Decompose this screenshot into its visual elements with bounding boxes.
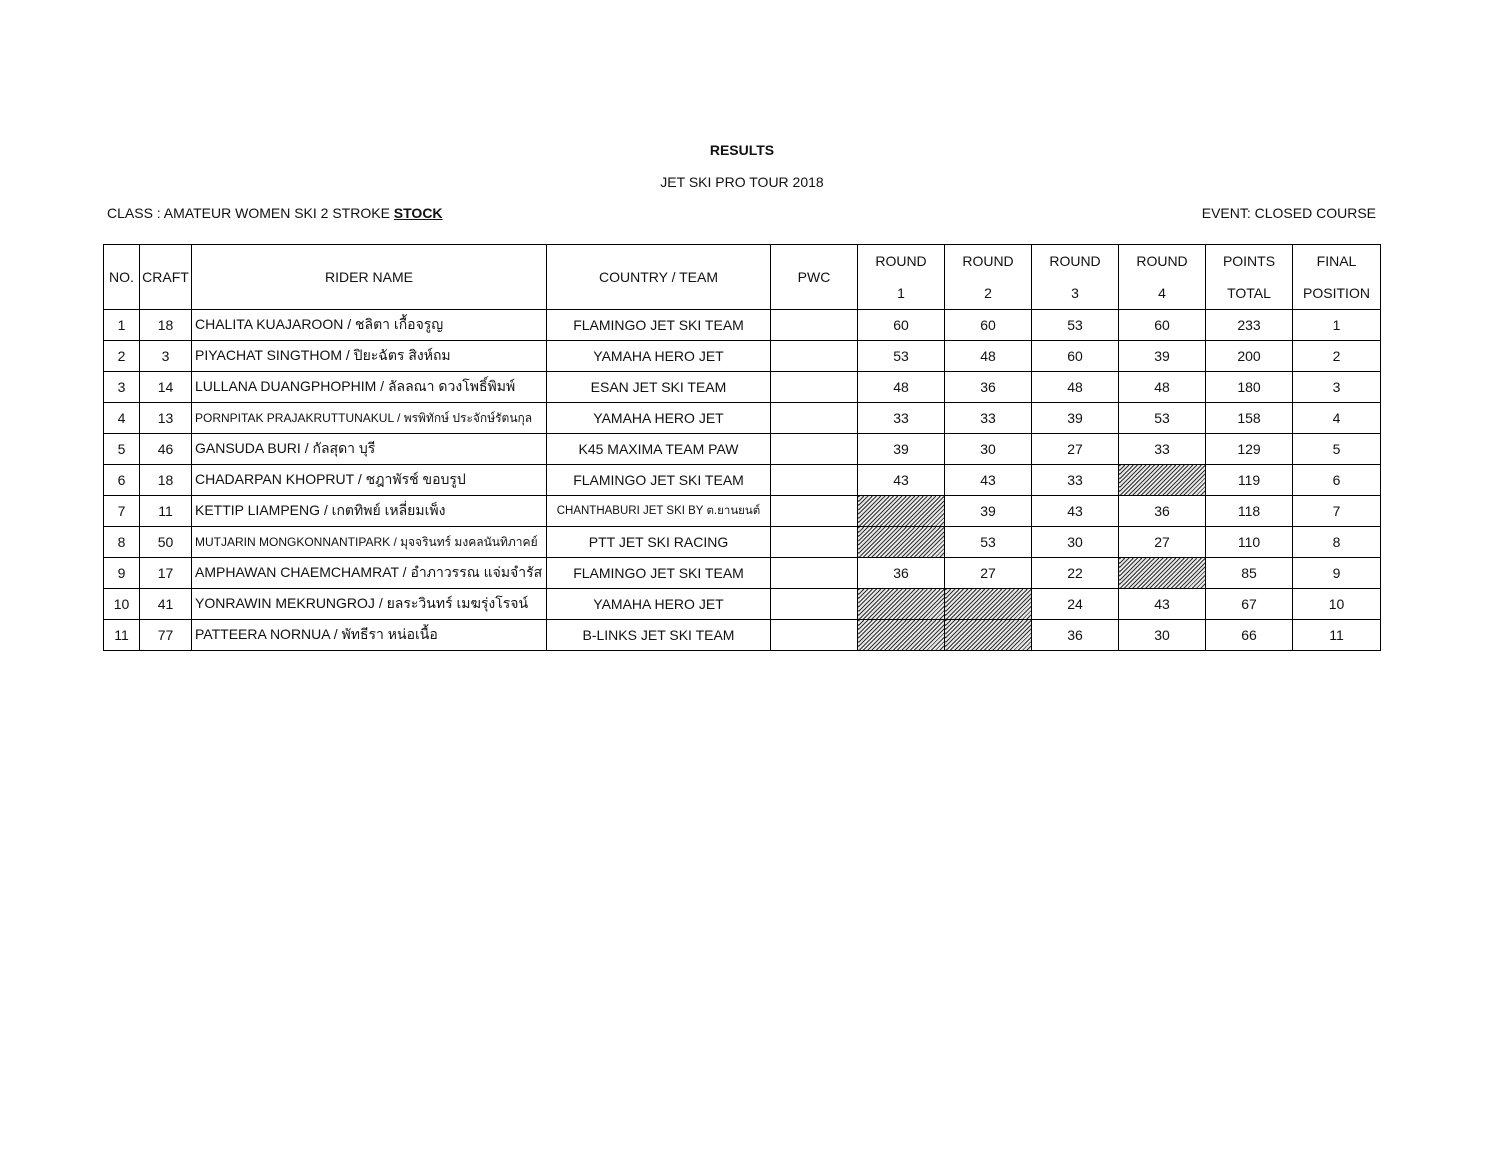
cell-no: 6 [104, 465, 140, 496]
table-row [104, 465, 1381, 496]
table-row [104, 620, 1381, 651]
cell-round-1 [858, 527, 945, 558]
cell-round-2: 33 [945, 403, 1032, 434]
cell-round-3: 60 [1032, 341, 1119, 372]
cell-final-position: 11 [1293, 620, 1381, 651]
cell-craft: 77 [140, 620, 192, 651]
col-header-craft: CRAFT [140, 245, 192, 310]
cell-team: K45 MAXIMA TEAM PAW [547, 434, 771, 465]
cell-final-position: 2 [1293, 341, 1381, 372]
col-header-label: POSITION [1303, 285, 1370, 301]
cell-pwc [771, 496, 858, 527]
cell-round-4: 53 [1119, 403, 1206, 434]
cell-pwc [771, 310, 858, 341]
cell-no: 10 [104, 589, 140, 620]
cell-craft: 50 [140, 527, 192, 558]
col-header-label: POINTS [1222, 253, 1276, 269]
table-row [104, 558, 1381, 589]
cell-round-4 [1119, 558, 1206, 589]
cell-points-total: 200 [1206, 341, 1293, 372]
cell-pwc [771, 403, 858, 434]
col-header-label: ROUND [962, 253, 1014, 269]
cell-round-4: 36 [1119, 496, 1206, 527]
cell-round-1: 53 [858, 341, 945, 372]
col-header-label: 2 [984, 285, 992, 301]
event-label: EVENT: CLOSED COURSE [1201, 205, 1376, 221]
cell-rider-name: YONRAWIN MEKRUNGROJ / ยลระวินทร์ เมฆรุ่งโรจน์ [192, 589, 547, 620]
cell-round-2 [945, 589, 1032, 620]
cell-team: FLAMINGO JET SKI TEAM [547, 558, 771, 589]
page-title: RESULTS [709, 142, 775, 158]
cell-team: YAMAHA HERO JET [547, 589, 771, 620]
cell-rider-name: CHADARPAN KHOPRUT / ชฎาพัรช์ ขอบรูป [192, 465, 547, 496]
cell-pwc [771, 558, 858, 589]
cell-team: FLAMINGO JET SKI TEAM [547, 310, 771, 341]
cell-points-total: 110 [1206, 527, 1293, 558]
cell-round-3: 39 [1032, 403, 1119, 434]
cell-craft: 18 [140, 310, 192, 341]
cell-round-2: 43 [945, 465, 1032, 496]
cell-craft: 17 [140, 558, 192, 589]
cell-rider-name: GANSUDA BURI / กัลสุดา บุรี [192, 434, 547, 465]
table-body [104, 310, 1381, 651]
cell-round-2: 30 [945, 434, 1032, 465]
cell-rider-name: AMPHAWAN CHAEMCHAMRAT / อำภาวรรณ แจ่มจำรัส [192, 558, 547, 589]
cell-points-total: 129 [1206, 434, 1293, 465]
cell-final-position: 8 [1293, 527, 1381, 558]
cell-team: YAMAHA HERO JET [547, 341, 771, 372]
cell-rider-name: MUTJARIN MONGKONNANTIPARK / มุจจรินทร์ มงคลนันทิภาคย์ [192, 527, 547, 558]
cell-pwc [771, 372, 858, 403]
cell-final-position: 3 [1293, 372, 1381, 403]
col-header-round-3 [1032, 245, 1119, 310]
cell-round-3: 48 [1032, 372, 1119, 403]
cell-round-3: 43 [1032, 496, 1119, 527]
cell-round-2 [945, 620, 1032, 651]
cell-team: PTT JET SKI RACING [547, 527, 771, 558]
cell-round-1: 60 [858, 310, 945, 341]
cell-craft: 11 [140, 496, 192, 527]
cell-points-total: 119 [1206, 465, 1293, 496]
cell-round-1: 36 [858, 558, 945, 589]
cell-no: 9 [104, 558, 140, 589]
cell-round-4: 27 [1119, 527, 1206, 558]
cell-round-3: 24 [1032, 589, 1119, 620]
cell-final-position: 10 [1293, 589, 1381, 620]
cell-round-3: 30 [1032, 527, 1119, 558]
cell-round-4: 33 [1119, 434, 1206, 465]
table-row [104, 310, 1381, 341]
cell-round-4: 39 [1119, 341, 1206, 372]
cell-craft: 46 [140, 434, 192, 465]
cell-rider-name: LULLANA DUANGPHOPHIM / ลัลลณา ดวงโพธิ์พิมพ์ [192, 372, 547, 403]
col-header-no: NO. [104, 245, 140, 310]
cell-team: B-LINKS JET SKI TEAM [547, 620, 771, 651]
cell-no: 7 [104, 496, 140, 527]
cell-points-total: 66 [1206, 620, 1293, 651]
cell-round-2: 27 [945, 558, 1032, 589]
cell-team: YAMAHA HERO JET [547, 403, 771, 434]
cell-points-total: 180 [1206, 372, 1293, 403]
cell-round-4: 48 [1119, 372, 1206, 403]
col-header-points-total [1206, 245, 1293, 310]
class-stock-label: STOCK [393, 205, 443, 221]
cell-pwc [771, 434, 858, 465]
cell-rider-name: PATTEERA NORNUA / พัทธีรา หน่อเนื้อ [192, 620, 547, 651]
event-subtitle: JET SKI PRO TOUR 2018 [660, 174, 824, 190]
cell-round-2: 60 [945, 310, 1032, 341]
cell-round-2: 48 [945, 341, 1032, 372]
col-header-label: 4 [1158, 285, 1166, 301]
results-table [103, 244, 1381, 651]
cell-pwc [771, 341, 858, 372]
class-line [107, 205, 443, 221]
table-row [104, 527, 1381, 558]
cell-round-3: 22 [1032, 558, 1119, 589]
cell-round-2: 53 [945, 527, 1032, 558]
table-header [104, 245, 1381, 310]
col-header-round-1 [858, 245, 945, 310]
table-row [104, 403, 1381, 434]
cell-team: FLAMINGO JET SKI TEAM [547, 465, 771, 496]
cell-no: 3 [104, 372, 140, 403]
cell-round-4 [1119, 465, 1206, 496]
cell-craft: 41 [140, 589, 192, 620]
cell-round-1: 48 [858, 372, 945, 403]
cell-pwc [771, 589, 858, 620]
col-header-label: ROUND [1136, 253, 1188, 269]
cell-round-4: 30 [1119, 620, 1206, 651]
cell-round-3: 27 [1032, 434, 1119, 465]
col-header-label: 3 [1071, 285, 1079, 301]
table-row [104, 341, 1381, 372]
table-row [104, 589, 1381, 620]
cell-craft: 3 [140, 341, 192, 372]
cell-final-position: 7 [1293, 496, 1381, 527]
cell-round-1 [858, 496, 945, 527]
cell-round-3: 53 [1032, 310, 1119, 341]
table-row [104, 434, 1381, 465]
cell-pwc [771, 527, 858, 558]
col-header-final-position [1293, 245, 1381, 310]
cell-craft: 13 [140, 403, 192, 434]
cell-no: 4 [104, 403, 140, 434]
col-header-team: COUNTRY / TEAM [547, 245, 771, 310]
col-header-label: ROUND [875, 253, 927, 269]
cell-points-total: 118 [1206, 496, 1293, 527]
cell-final-position: 9 [1293, 558, 1381, 589]
col-header-pwc: PWC [771, 245, 858, 310]
cell-no: 11 [104, 620, 140, 651]
cell-points-total: 67 [1206, 589, 1293, 620]
cell-no: 5 [104, 434, 140, 465]
cell-round-2: 36 [945, 372, 1032, 403]
cell-final-position: 5 [1293, 434, 1381, 465]
col-header-label: 1 [897, 285, 905, 301]
cell-round-1: 39 [858, 434, 945, 465]
cell-round-1: 33 [858, 403, 945, 434]
table-row [104, 496, 1381, 527]
cell-no: 1 [104, 310, 140, 341]
cell-no: 2 [104, 341, 140, 372]
cell-rider-name: KETTIP LIAMPENG / เกตทิพย์ เหลี่ยมเพ็ง [192, 496, 547, 527]
col-header-label: FINAL [1316, 253, 1357, 269]
cell-pwc [771, 465, 858, 496]
cell-final-position: 4 [1293, 403, 1381, 434]
cell-team: CHANTHABURI JET SKI BY ต.ยานยนต์ [547, 496, 771, 527]
cell-round-4: 60 [1119, 310, 1206, 341]
cell-final-position: 1 [1293, 310, 1381, 341]
cell-team: ESAN JET SKI TEAM [547, 372, 771, 403]
cell-round-3: 36 [1032, 620, 1119, 651]
cell-no: 8 [104, 527, 140, 558]
cell-points-total: 158 [1206, 403, 1293, 434]
cell-craft: 14 [140, 372, 192, 403]
cell-round-4: 43 [1119, 589, 1206, 620]
col-header-label: ROUND [1049, 253, 1101, 269]
col-header-round-2 [945, 245, 1032, 310]
col-header-rider: RIDER NAME [192, 245, 547, 310]
col-header-round-4 [1119, 245, 1206, 310]
class-label: CLASS : AMATEUR WOMEN SKI 2 STROKE [107, 205, 394, 221]
cell-points-total: 233 [1206, 310, 1293, 341]
cell-pwc [771, 620, 858, 651]
cell-final-position: 6 [1293, 465, 1381, 496]
cell-round-1 [858, 620, 945, 651]
cell-round-2: 39 [945, 496, 1032, 527]
cell-round-1 [858, 589, 945, 620]
cell-rider-name: PIYACHAT SINGTHOM / ปิยะฉัตร สิงห์ถม [192, 341, 547, 372]
cell-craft: 18 [140, 465, 192, 496]
col-header-label: TOTAL [1227, 285, 1271, 301]
cell-round-3: 33 [1032, 465, 1119, 496]
cell-points-total: 85 [1206, 558, 1293, 589]
table-row [104, 372, 1381, 403]
cell-rider-name: PORNPITAK PRAJAKRUTTUNAKUL / พรพิทักษ์ ประจักษ์รัตนกุล [192, 403, 547, 434]
cell-round-1: 43 [858, 465, 945, 496]
cell-rider-name: CHALITA KUAJAROON / ชลิตา เกื้อจรูญ [192, 310, 547, 341]
